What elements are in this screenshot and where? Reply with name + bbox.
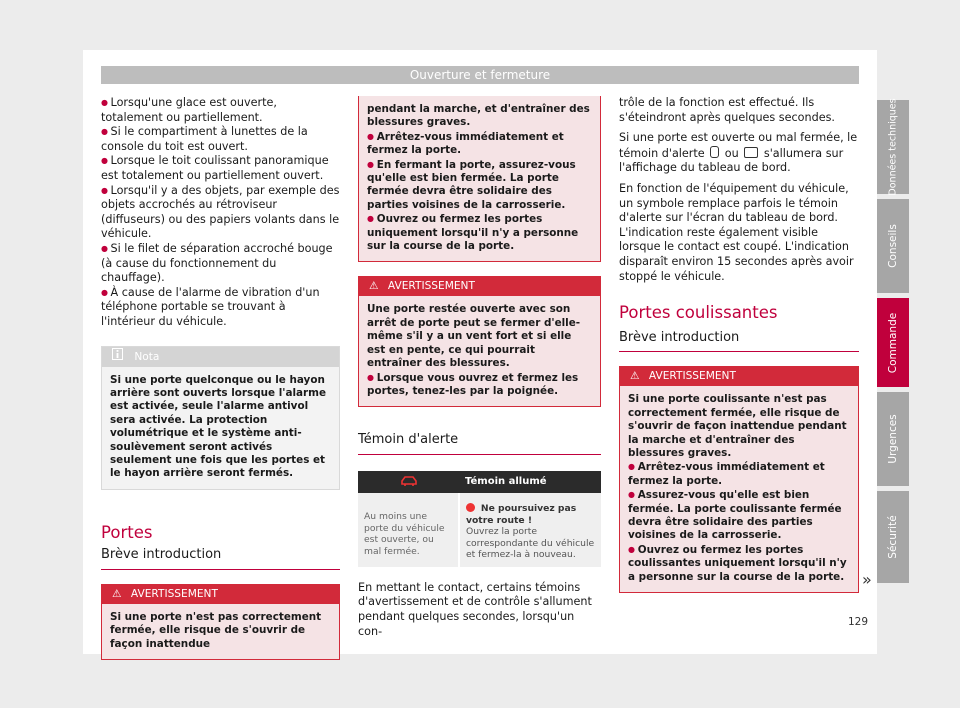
door-open-warning-icon <box>744 147 758 158</box>
stop-icon <box>466 503 475 512</box>
tab-label: Sécurité <box>887 515 899 559</box>
warning-bullet: ● Lorsque vous ouvrez et fermez les portes, tenez-les par la poignée. <box>367 371 592 399</box>
warning-body <box>359 296 600 406</box>
warning-body <box>620 386 858 592</box>
warning-text: pendant la marche, et d'entraîner des blessures graves. <box>367 103 590 129</box>
warning-label: AVERTISSEMENT <box>648 370 736 383</box>
warning-label: AVERTISSEMENT <box>387 280 475 293</box>
body-text: trôle de la fonction est effectué. Ils s'éteindront après quelques secondes. <box>619 96 835 124</box>
tab-urgences[interactable] <box>877 392 909 486</box>
warning-bullet: ● Arrêtez-vous immédiatement et fermez la porte. <box>367 130 592 158</box>
warning-box-2 <box>358 276 601 407</box>
warning-triangle-icon: ⚠ <box>369 280 379 293</box>
table-header: Témoin allumé <box>459 471 601 493</box>
body-text <box>619 131 859 176</box>
warning-bullet: ● Assurez-vous qu'elle est bien fermée. La porte coulissante fermée devra être solidaire des parties voisines de la carrosserie. <box>628 488 850 543</box>
warning-bullet: ● Ouvrez ou fermez les portes coulissantes uniquement lorsqu'il n'y a personne sur la course de la porte. <box>628 543 850 584</box>
column-2 <box>358 96 601 645</box>
warning-lamp-icon <box>710 146 719 158</box>
body-text: En mettant le contact, certains témoins d'avertissement et de contrôle s'allument pendant quelques secondes, lorsqu'un con- <box>358 580 592 638</box>
warning-light-table <box>358 471 601 567</box>
warning-bullet: ● Arrêtez-vous immédiatement et fermez la porte. <box>628 460 850 488</box>
continue-arrow: » <box>862 570 872 589</box>
table-cell-text: Ouvrez la porte correspondante du véhicule et fermez-la à nouveau. <box>466 526 595 561</box>
tab-commande[interactable] <box>877 298 909 387</box>
tab-label: Urgences <box>887 414 899 464</box>
tab-securite[interactable] <box>877 491 909 583</box>
page-header: Ouverture et fermeture <box>101 66 859 84</box>
warning-label: AVERTISSEMENT <box>130 587 218 600</box>
warning-body <box>359 96 600 261</box>
body-text: En fonction de l'équipement du véhicule, un symbole remplace parfois le témoin d'alerte sur l'écran du tableau de bord. L'indication reste également visible lorsque le contact est coupé. L'indication disparaît environ 15 secondes après avoir stoppé le véhicule. <box>619 181 854 283</box>
tab-donnees-techniques[interactable] <box>877 100 909 194</box>
column-3 <box>619 96 859 593</box>
note-label: Nota <box>134 350 160 363</box>
body-text-part: s'allumera sur l'affichage du tableau de bord. <box>619 146 844 175</box>
warning-bullet: ● Ouvrez ou fermez les portes uniquement lorsqu'il n'y a personne sur la course de la porte. <box>367 212 592 253</box>
table-row <box>358 493 601 567</box>
note-header <box>102 347 339 367</box>
warning-header <box>620 367 858 386</box>
table-cell <box>459 493 601 567</box>
list-item: ● Si le compartiment à lunettes de la console du toit est ouvert. <box>101 125 340 154</box>
list-item: ● À cause de l'alarme de vibration d'un téléphone portable se trouvant à l'intérieur du véhicule. <box>101 286 340 330</box>
note-box <box>101 346 340 490</box>
subsection-title: Brève introduction <box>619 331 859 353</box>
info-icon <box>112 347 123 367</box>
tab-conseils[interactable] <box>877 199 909 293</box>
warning-triangle-icon: ⚠ <box>112 587 122 600</box>
door-open-warning-icon <box>401 478 417 489</box>
warning-text: Si une porte n'est pas correctement fermée, elle risque de s'ouvrir de façon inattendue <box>102 604 339 659</box>
tab-label: Commande <box>887 312 899 373</box>
warning-bullet: ● En fermant la porte, assurez-vous qu'elle est bien fermée. La porte fermée devra être solidaire des parties voisines de la carrosserie. <box>367 158 592 213</box>
body-text-part: Si une porte est ouverte ou mal fermée, le témoin d'alerte <box>619 131 858 160</box>
section-title: Portes <box>101 522 153 542</box>
warning-text: Si une porte coulissante n'est pas correctement fermée, elle risque de s'ouvrir de façon inattendue pendant la marche et d'entraîner des blessures graves. <box>628 393 847 459</box>
section-title: Portes coulissantes <box>619 303 778 323</box>
warning-box <box>619 366 859 593</box>
list-item: ● Lorsqu'une glace est ouverte, totalement ou partiellement. <box>101 96 340 125</box>
warning-text: Une porte restée ouverte avec son arrêt de porte peut se fermer d'elle-même s'il y a un vent fort et si elle est en pente, ce qui pourrait entraîner des blessures. <box>367 303 581 370</box>
table-header-icon <box>358 471 459 493</box>
column-1 <box>101 96 340 660</box>
warning-header <box>359 277 600 296</box>
body-text-part: ou <box>724 146 739 160</box>
warning-box-continued <box>358 96 601 262</box>
subsection-title: Brève introduction <box>101 548 340 570</box>
warning-header <box>102 585 339 604</box>
list-item: ● Si le filet de séparation accroché bouge (à cause du fonctionnement du chauffage). <box>101 242 340 286</box>
warning-triangle-icon: ⚠ <box>630 370 640 383</box>
subsection-title: Témoin d'alerte <box>358 433 601 455</box>
list-item: ● Lorsque le toit coulissant panoramique est totalement ou partiellement ouvert. <box>101 154 340 183</box>
tab-label: Conseils <box>887 224 899 268</box>
tab-label: Données techniques <box>887 98 899 196</box>
note-text: Si une porte quelconque ou le hayon arrière sont ouverts lorsque l'alarme est activée, seule l'alarme antivol sera activée. La protection volumétrique et le système anti-soulèvement seront activés seulement une fois que les portes et le hayon arrière seront fermés. <box>110 373 327 480</box>
page-number: 129 <box>848 616 869 628</box>
warning-box <box>101 584 340 660</box>
list-item: ● Lorsqu'il y a des objets, par exemple des objets accrochés au rétroviseur (diffuseurs) ou des papiers volants dans le véhicule. <box>101 184 340 242</box>
table-cell-title: Ne poursuivez pas votre route ! <box>466 502 577 526</box>
table-cell: Au moins une porte du véhicule est ouverte, ou mal fermée. <box>358 493 459 567</box>
